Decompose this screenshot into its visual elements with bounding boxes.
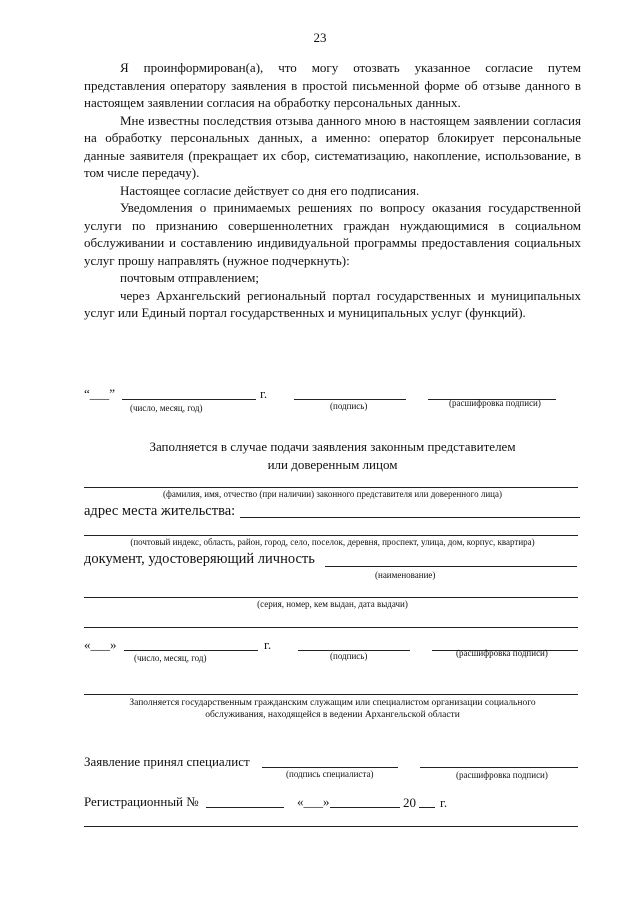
sign1-date-line[interactable] xyxy=(122,399,256,400)
registration-date-prefix: «___» xyxy=(297,794,330,809)
registration-number-field[interactable] xyxy=(206,807,284,808)
specialist-decode-caption: (расшифровка подписи) xyxy=(456,770,548,780)
page-number: 23 xyxy=(313,30,327,45)
representative-heading-line2: или доверенным лицом xyxy=(267,457,398,472)
address-label: адрес места жительства: xyxy=(84,503,236,519)
identity-document-details-caption: (серия, номер, кем выдан, дата выдачи) xyxy=(257,599,408,609)
representative-fio-caption: (фамилия, имя, отчество (при наличии) законного представителя или доверенного лица) xyxy=(163,489,502,499)
registration-date-line[interactable] xyxy=(330,807,400,808)
official-note-line2: обслуживания, находящейся в ведении Архангельской области xyxy=(205,710,460,720)
registration-year: 20 xyxy=(403,795,416,810)
identity-document-label: документ, удостоверяющий личность xyxy=(84,551,315,567)
option-portal[interactable]: через Архангельский региональный портал государственных и муниципальных услуг или Единый портал государственных и муниципальных услуг (функций). xyxy=(84,287,581,320)
identity-document-name-caption: (наименование) xyxy=(375,570,436,580)
address-field[interactable] xyxy=(240,517,580,518)
representative-fio-line[interactable] xyxy=(84,487,578,488)
consent-text xyxy=(84,59,581,322)
consent-validity-paragraph: Настоящее согласие действует со дня его подписания. xyxy=(120,182,420,198)
registration-year-field[interactable] xyxy=(419,807,435,808)
sign1-decode-caption: (расшифровка подписи) xyxy=(449,398,541,408)
registration-number-label: Регистрационный № xyxy=(84,794,199,809)
sign1-signature-line[interactable] xyxy=(294,399,406,400)
sign1-signature-caption: (подпись) xyxy=(330,401,368,411)
sign2-signature-caption: (подпись) xyxy=(330,651,368,661)
option-mail[interactable]: почтовым отправлением; xyxy=(120,270,260,285)
sign2-year-suffix: г. xyxy=(264,637,272,652)
specialist-signature-line[interactable] xyxy=(262,767,398,768)
sign2-date-caption: (число, месяц, год) xyxy=(134,653,207,663)
specialist-decode-line[interactable] xyxy=(420,767,578,768)
registration-year-suffix: г. xyxy=(440,795,448,810)
address-field-line2[interactable] xyxy=(84,535,578,536)
official-note-line1: Заполняется государственным гражданским служащим или специалистом организации социального xyxy=(129,698,536,708)
identity-document-name-field[interactable] xyxy=(325,566,577,567)
accepted-by-label: Заявление принял специалист xyxy=(84,754,250,769)
sign2-date-line[interactable] xyxy=(124,650,258,651)
sign1-date-caption: (число, месяц, год) xyxy=(130,403,203,413)
specialist-signature-caption: (подпись специалиста) xyxy=(286,769,374,779)
sign1-year-suffix: г. xyxy=(260,386,268,401)
identity-document-details-field-line2[interactable] xyxy=(84,627,578,628)
official-separator-line xyxy=(84,694,578,695)
representative-heading xyxy=(84,438,581,474)
sign1-date-prefix: “___” xyxy=(84,386,116,401)
notification-paragraph: Уведомления о принимаемых решениях по вопросу оказания государственной услуги по признанию совершеннолетних граждан нуждающимися в социальном обслуживании и составлению индивидуальной программы предоставления социальных услуг прошу направлять (нужное подчеркнуть): xyxy=(84,200,581,268)
consent-consequences-paragraph: Мне известны последствия отзыва данного мною в настоящем заявлении согласия на обработку персональных данных, а именно: оператор блокирует персональные данные заявителя (прекращает их сбор, систематизацию, накопление, использование, в том числе передачу). xyxy=(84,112,581,180)
identity-document-details-field[interactable] xyxy=(84,597,578,598)
sign2-date-prefix: «___» xyxy=(84,637,117,652)
official-note xyxy=(84,697,581,721)
consent-revocation-paragraph: Я проинформирован(а), что могу отозвать указанное согласие путем представления оператору заявления в простой письменной форме об отзыве данного в настоящем заявлении согласия на обработку персональных данных. xyxy=(84,60,581,110)
sign2-decode-caption: (расшифровка подписи) xyxy=(456,648,548,658)
representative-heading-line1: Заполняется в случае подачи заявления законным представителем xyxy=(149,439,516,454)
registration-bottom-line[interactable] xyxy=(84,826,578,827)
address-caption: (почтовый индекс, область, район, город, село, поселок, деревня, проспект, улица, дом, корпус, квартира) xyxy=(130,537,535,547)
